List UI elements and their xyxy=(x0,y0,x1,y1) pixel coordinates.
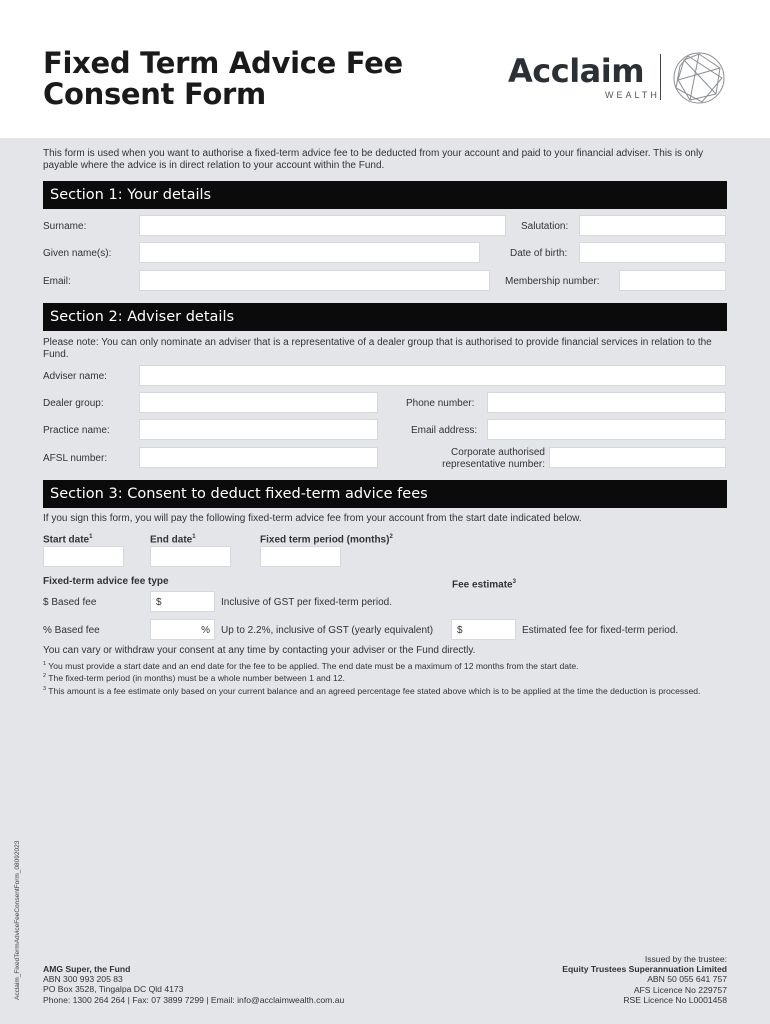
logo-sub: WEALTH xyxy=(605,90,660,100)
dollar-fee-label: $ Based fee xyxy=(43,597,97,608)
dollar-sign: $ xyxy=(156,597,162,608)
title-line-2: Consent Form xyxy=(43,77,266,111)
fund-name: AMG Super, the Fund xyxy=(43,964,131,974)
car-label xyxy=(400,447,545,471)
pct-fee-desc: Up to 2.2%, inclusive of GST (yearly equivalent) xyxy=(221,625,434,636)
period-footnote-ref: 2 xyxy=(389,534,393,540)
end-date-label xyxy=(150,531,196,546)
percent-sign: % xyxy=(201,625,210,636)
trustee-rse-licence: RSE Licence No L0001458 xyxy=(623,994,727,1005)
phone-field[interactable] xyxy=(487,392,726,413)
end-date-field[interactable] xyxy=(150,546,231,567)
page-title xyxy=(43,48,403,110)
section-3-header: Section 3: Consent to deduct fixed-term advice fees xyxy=(43,480,727,508)
adviser-name-label: Adviser name: xyxy=(43,371,107,382)
fee-estimate-desc: Estimated fee for fixed-term period. xyxy=(522,625,679,636)
period-label xyxy=(260,531,393,546)
footnote-2-marker: 2 xyxy=(43,673,47,680)
salutation-field[interactable] xyxy=(579,215,726,236)
footnote-2-text: The fixed-term period (in months) must be a whole number between 1 and 12. xyxy=(48,673,345,684)
fee-estimate-text: Fee estimate xyxy=(452,579,513,591)
trustee-name: Equity Trustees Superannuation Limited xyxy=(562,964,727,975)
dob-field[interactable] xyxy=(579,242,726,263)
fee-type-label: Fixed-term advice fee type xyxy=(43,576,169,587)
period-text: Fixed term period (months) xyxy=(260,534,390,546)
surname-field[interactable] xyxy=(139,215,506,236)
start-date-field[interactable] xyxy=(43,546,124,567)
email-address-label: Email address: xyxy=(411,425,478,436)
section-3-intro: If you sign this form, you will pay the following fixed-term advice fee from your account from the start date indicated below. xyxy=(43,513,582,524)
afsl-field[interactable] xyxy=(139,447,378,468)
car-field[interactable] xyxy=(549,447,726,468)
afsl-label: AFSL number: xyxy=(43,453,108,464)
start-date-text: Start date xyxy=(43,534,90,546)
footnote-1 xyxy=(43,659,727,671)
section-2-note: Please note: You can only nominate an adviser that is a representative of a dealer group that is authorised to provide financial services in relation to the Fund. xyxy=(43,337,712,360)
practice-name-label: Practice name: xyxy=(43,425,110,436)
footnote-3-text: This amount is a fee estimate only based on your current balance and an agreed percentage fee stated above which is to be applied at the time the deduction is processed. xyxy=(48,685,701,696)
phone-label: Phone number: xyxy=(406,398,475,409)
form-code-vertical: Acclaim_FixedTermAdviceFeeConsentForm_08092023 xyxy=(14,840,21,1000)
footnote-3-marker: 3 xyxy=(43,685,47,692)
withdraw-text: You can vary or withdraw your consent at any time by contacting your adviser or the Fund directly. xyxy=(43,645,476,656)
car-label-line-1: Corporate authorised xyxy=(451,447,545,458)
fee-estimate-footnote-ref: 3 xyxy=(512,579,516,585)
footnote-3 xyxy=(43,684,727,696)
title-line-1: Fixed Term Advice Fee xyxy=(43,46,403,80)
salutation-label: Salutation: xyxy=(521,221,569,232)
acclaim-logo xyxy=(508,50,728,110)
dealer-group-label: Dealer group: xyxy=(43,398,104,409)
fund-abn: ABN 300 993 205 83 xyxy=(43,974,123,985)
section-2-header: Section 2: Adviser details xyxy=(43,303,727,331)
trustee-afs-licence: AFS Licence No 229757 xyxy=(633,984,727,995)
intro-text: This form is used when you want to authorise a fixed-term advice fee to be deducted from your account and paid to your financial adviser. This is only payable where the advice is in direct relation to your account within the Fund. xyxy=(43,148,704,171)
footnote-2 xyxy=(43,671,727,683)
email-label: Email: xyxy=(43,276,71,287)
email-field[interactable] xyxy=(139,270,490,291)
pct-fee-field[interactable] xyxy=(150,619,215,640)
logo-word: Acclaim xyxy=(508,52,645,90)
practice-name-field[interactable] xyxy=(139,419,378,440)
given-names-label: Given name(s): xyxy=(43,248,112,259)
trustee-issued-by: Issued by the trustee: xyxy=(644,954,727,964)
period-field[interactable] xyxy=(260,546,341,567)
adviser-name-field[interactable] xyxy=(139,365,726,386)
logo-divider xyxy=(660,54,661,100)
trustee-abn: ABN 50 055 641 757 xyxy=(647,974,727,985)
dollar-fee-field[interactable] xyxy=(150,591,215,612)
footnotes xyxy=(43,659,727,696)
fee-estimate-label xyxy=(452,576,516,591)
footnote-1-text: You must provide a start date and an end date for the fee to be applied. The end date must be a maximum of 12 months from the start date. xyxy=(48,660,579,671)
membership-label: Membership number: xyxy=(505,276,600,287)
globe-icon xyxy=(670,50,728,106)
start-date-label xyxy=(43,531,92,546)
email-address-field[interactable] xyxy=(487,419,726,440)
footnote-1-marker: 1 xyxy=(43,661,47,667)
car-label-line-2: representative number: xyxy=(442,459,545,470)
section-1-header: Section 1: Your details xyxy=(43,181,727,209)
fund-contact: Phone: 1300 264 264 | Fax: 07 3899 7299 | Email: info@acclaimwealth.com.au xyxy=(43,994,345,1005)
footer-right xyxy=(480,954,727,1005)
end-date-footnote-ref: 1 xyxy=(192,534,196,540)
membership-field[interactable] xyxy=(619,270,726,291)
end-date-text: End date xyxy=(150,534,193,546)
surname-label: Surname: xyxy=(43,221,87,232)
footer-left xyxy=(43,964,344,1005)
dealer-group-field[interactable] xyxy=(139,392,378,413)
dob-label: Date of birth: xyxy=(510,248,568,259)
start-date-footnote-ref: 1 xyxy=(89,534,93,540)
dollar-fee-desc: Inclusive of GST per fixed-term period. xyxy=(221,597,392,608)
estimate-dollar-sign: $ xyxy=(457,625,463,636)
fee-estimate-field[interactable] xyxy=(451,619,516,640)
given-names-field[interactable] xyxy=(139,242,480,263)
fund-address: PO Box 3528, Tingalpa DC Qld 4173 xyxy=(43,984,184,995)
pct-fee-label: % Based fee xyxy=(43,625,100,636)
